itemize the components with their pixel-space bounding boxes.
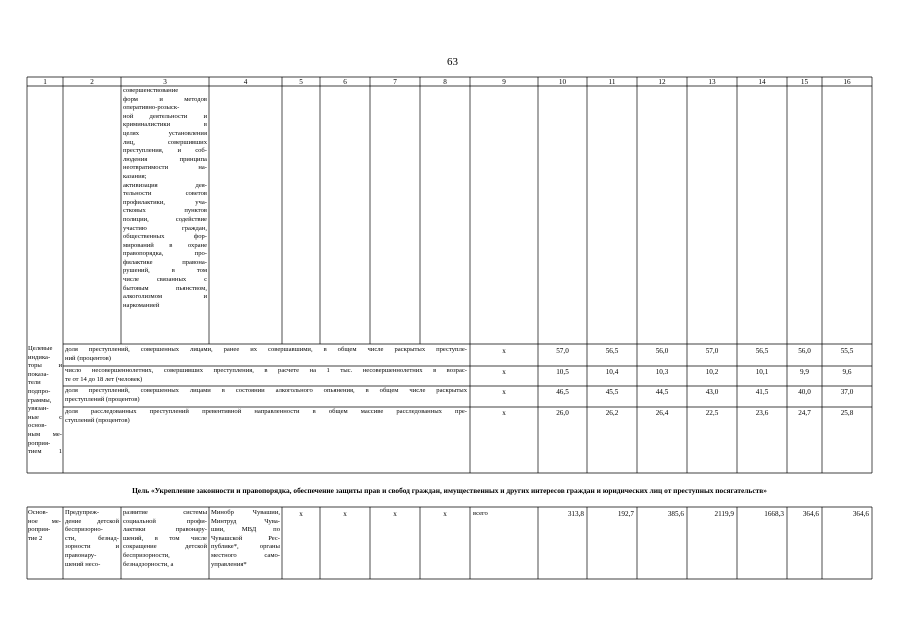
indicator-text [65, 408, 467, 425]
column-number: 4 [243, 78, 248, 86]
text-line: участию граждан, [123, 224, 207, 232]
text-line: преступления, и соб- [123, 147, 207, 155]
indicator-value: 56,0 [655, 347, 669, 355]
text-line: тие 2 [28, 534, 43, 542]
indicator-value: 24,7 [798, 409, 811, 417]
main-event-value: 1668,3 [764, 510, 784, 518]
indicator-value: 56,0 [798, 347, 811, 355]
text-line: дение детской [65, 517, 119, 525]
indicator-value: 44,5 [655, 388, 669, 396]
indicator-value: 26,4 [655, 409, 669, 417]
text-line: число несовершеннолетних, совершивших преступления, в расчете на 1 тыс. несовершеннолетних в возрас- [65, 367, 467, 374]
main-event-col5: х [299, 510, 303, 518]
text-line: безнадзорности, а [123, 560, 174, 568]
indicator-col9: х [502, 409, 506, 417]
indicator-value: 26,0 [556, 409, 569, 417]
indicator-col9: х [502, 347, 506, 355]
indicator-text [65, 387, 467, 404]
text-line: доля расследованных преступлений превентивной направленности в общем массиве расследованных пре- [65, 408, 467, 415]
column-number: 15 [800, 78, 809, 86]
text-line: Чувашской Рес- [211, 534, 280, 542]
text-line: Минтруд Чува- [211, 517, 280, 525]
text-line: индика- [28, 353, 51, 361]
continuation-description [123, 87, 207, 310]
text-line: социальной профи- [123, 517, 207, 525]
main-event-col6: х [343, 510, 347, 518]
text-line: увязан- [28, 405, 49, 413]
main-event-value: 385,6 [667, 510, 684, 518]
text-line: людения принципа [123, 155, 207, 163]
text-line: беспризорно- [65, 526, 103, 534]
column-number: 7 [393, 78, 397, 86]
text-line: торы и [28, 362, 62, 370]
text-line: мирований в охране [123, 241, 207, 249]
text-line: Целевые [28, 345, 53, 352]
text-line: доля преступлений, совершенных лицами в состоянии алкогольного опьянения, в общем числе раскрытых [65, 387, 467, 394]
text-line: форм и методов [123, 95, 207, 103]
main-event-value: 364,6 [852, 510, 869, 518]
main-event-title [65, 509, 119, 569]
text-line: ной деятельности и [123, 112, 207, 120]
indicator-value: 37,0 [840, 388, 854, 396]
text-line: шений несо- [65, 560, 101, 568]
text-line: ний (процентов) [65, 354, 111, 362]
text-line: Основ- [28, 509, 48, 516]
text-line: те от 14 до 18 лет (человек) [65, 375, 143, 383]
text-line: неотвратимости на- [123, 164, 207, 172]
text-line: граммы, [28, 396, 52, 404]
column-number: 12 [658, 78, 666, 86]
indicator-value: 25,8 [840, 409, 854, 417]
text-line: рушений, в том [123, 267, 207, 275]
text-line: лиц, совершивших [123, 138, 207, 146]
indicator-value: 26,2 [605, 409, 619, 417]
text-line: наркоманией [123, 301, 160, 309]
main-event-value: 192,7 [617, 510, 634, 518]
text-line: доля преступлений, совершенных лицами, ранее их совершавшими, в общем числе раскрытых преступле- [65, 346, 467, 353]
indicator-text [65, 346, 467, 363]
main-event-col7: х [393, 510, 397, 518]
main-event-value: 364,6 [802, 510, 819, 518]
text-line: зорности и [65, 543, 119, 551]
text-line: казания; [123, 172, 147, 180]
text-line: сти, безнад- [65, 534, 119, 542]
text-line: ным ме- [28, 430, 62, 438]
indicator-value: 56,5 [755, 347, 769, 355]
text-line: основ- [28, 422, 47, 430]
text-line: стковых пунктов [123, 207, 207, 215]
text-line: полиции, содействие [123, 215, 207, 223]
text-line: роприя- [28, 439, 51, 447]
indicator-value: 9,9 [800, 368, 809, 376]
indicator-value: 10,2 [705, 368, 719, 376]
indicator-value: 43,0 [705, 388, 719, 396]
column-number: 11 [608, 78, 616, 86]
indicator-value: 10,1 [755, 368, 769, 376]
indicator-value: 41,5 [755, 388, 769, 396]
indicator-value: 23,6 [755, 409, 769, 417]
indicator-value: 56,5 [605, 347, 619, 355]
text-line: публике*, органы [211, 543, 280, 551]
text-line: активизация дея- [123, 181, 207, 189]
text-line: тельности советов [123, 190, 207, 198]
text-line: местного само- [211, 551, 280, 559]
text-line: правопорядка, про- [123, 250, 207, 258]
text-line: общественных фор- [123, 233, 207, 241]
main-event-col8: х [443, 510, 447, 518]
main-event-funding-source: всего [473, 510, 488, 517]
indicator-value: 55,5 [840, 347, 854, 355]
text-line: сокращение детской [123, 543, 207, 551]
column-number: 9 [502, 78, 506, 86]
indicator-value: 10,3 [655, 368, 669, 376]
text-line: ное ме- [28, 517, 61, 525]
text-line: ступлений (процентов) [65, 416, 130, 424]
indicator-value: 57,0 [556, 347, 569, 355]
indicator-value: 10,5 [556, 368, 569, 376]
text-line: правонару- [65, 551, 97, 559]
column-number: 14 [758, 78, 766, 86]
text-line: совершенствование [123, 87, 179, 94]
text-line: лактики правонару- [123, 526, 207, 534]
indicator-value: 57,0 [705, 347, 719, 355]
column-number: 13 [708, 78, 716, 86]
text-line: тели [28, 379, 41, 387]
text-line: беспризорности, [123, 551, 170, 559]
indicator-col9: х [502, 368, 506, 376]
text-line: шений, в том числе [123, 534, 207, 542]
text-line: развитие системы [123, 509, 207, 516]
text-line: профилактики, уча- [123, 198, 207, 206]
indicator-value: 10,4 [605, 368, 619, 376]
indicator-value: 9,6 [842, 368, 852, 376]
indicator-value: 46,5 [556, 388, 569, 396]
text-line: Минобр Чувашии, [211, 509, 280, 516]
column-number: 2 [90, 78, 94, 86]
main-event-value: 2119,9 [714, 510, 734, 518]
text-line: алкоголизмом и [123, 293, 207, 301]
indicator-text [65, 367, 467, 384]
main-event-value: 313,8 [567, 510, 584, 518]
goal-heading: Цель «Укрепление законности и правопорядка, обеспечение защиты прав и свобод граждан, имущественных и других интересов граждан и юридических лиц от преступных посягательств» [132, 486, 767, 495]
page-number: 63 [447, 56, 458, 68]
text-line: шии, МВД по [211, 526, 280, 534]
column-number: 16 [843, 78, 851, 86]
column-number: 5 [299, 78, 303, 86]
indicator-col9: х [502, 388, 506, 396]
text-line: бытовым пьянством, [123, 284, 207, 292]
text-line: филактике правона- [123, 258, 207, 266]
text-line: роприя- [28, 526, 51, 534]
indicators-label [28, 345, 62, 457]
column-number: 10 [558, 78, 567, 86]
indicator-value: 40,0 [798, 388, 811, 396]
text-line: подпро- [28, 387, 51, 395]
main-event-executors [211, 509, 280, 569]
text-line: Предупреж- [65, 509, 100, 516]
text-line: целях установления [123, 129, 207, 137]
text-line: криминалистики в [123, 121, 207, 129]
indicator-value: 22,5 [705, 409, 719, 417]
text-line: тием 1 [28, 448, 62, 456]
column-number: 6 [343, 78, 347, 86]
indicator-value: 45,5 [605, 388, 619, 396]
text-line: показа- [28, 370, 49, 378]
column-number: 3 [163, 78, 167, 86]
text-line: ные с [28, 413, 62, 421]
main-event-label [28, 509, 61, 543]
text-line: управления* [211, 560, 247, 568]
text-line: оперативно-розыск- [123, 104, 180, 112]
column-number: 1 [43, 78, 47, 86]
text-line: числе связанных с [123, 276, 207, 284]
main-event-description [123, 509, 207, 569]
column-number: 8 [443, 78, 447, 86]
text-line: преступлений (процентов) [65, 395, 140, 403]
